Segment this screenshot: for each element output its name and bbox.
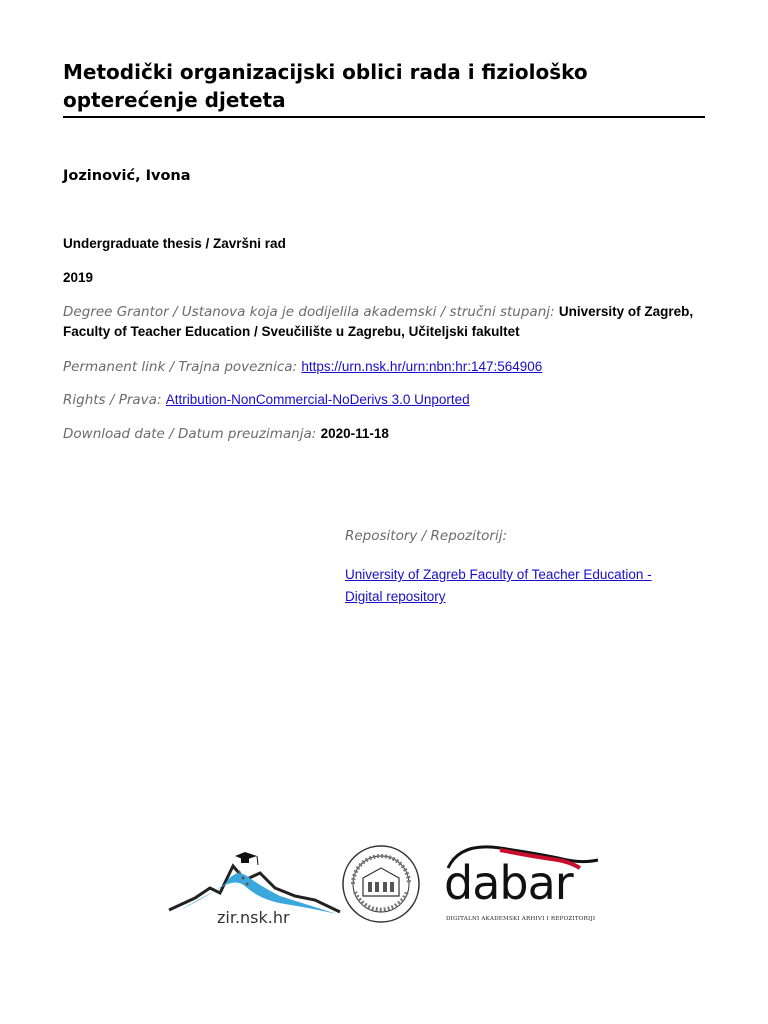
document-title: Metodički organizacijski oblici rada i fiziološko opterećenje djeteta [63,60,588,112]
download-date-value: 2020-11-18 [320,426,389,441]
dabar-logo[interactable] [440,838,605,933]
thesis-year: 2019 [63,270,94,285]
title-divider [63,116,705,118]
thesis-type: Undergraduate thesis / Završni rad [63,236,286,251]
footer-logos [165,838,605,938]
university-seal [341,844,421,924]
download-date-label: Download date / Datum preuzimanja: [63,426,317,442]
rights-label: Rights / Prava: [63,392,162,408]
repository-label: Repository / Repozitorij: [345,528,508,544]
dabar-logo-word: dabar [444,856,573,910]
author-name: Jozinović, Ivona [63,168,191,184]
permanent-link-url[interactable]: https://urn.nsk.hr/urn:nbn:hr:147:564906 [301,359,543,374]
repository-link-wrap [345,564,685,608]
dabar-logo-subtitle: DIGITALNI AKADEMSKI ARHIVI I REPOZITORIJI [446,916,596,922]
zir-logo-text: zir.nsk.hr [217,908,290,927]
rights [63,390,703,410]
download-date [63,424,703,444]
zir-logo[interactable] [165,838,343,933]
degree-grantor-value: University of Zagreb, Faculty of Teacher Education / Sveučilište u Zagrebu, Učiteljski fakultet [63,304,694,339]
degree-grantor-label: Degree Grantor / Ustanova koja je dodijelila akademski / stručni stupanj: [63,304,555,320]
rights-license-link[interactable]: Attribution-NonCommercial-NoDerivs 3.0 Unported [165,392,470,407]
university-seal-icon [341,844,421,924]
degree-grantor [63,302,703,342]
permanent-link-label: Permanent link / Trajna poveznica: [63,359,298,375]
permanent-link [63,357,703,377]
repository-link[interactable]: University of Zagreb Faculty of Teacher Education - Digital repository [345,567,652,604]
